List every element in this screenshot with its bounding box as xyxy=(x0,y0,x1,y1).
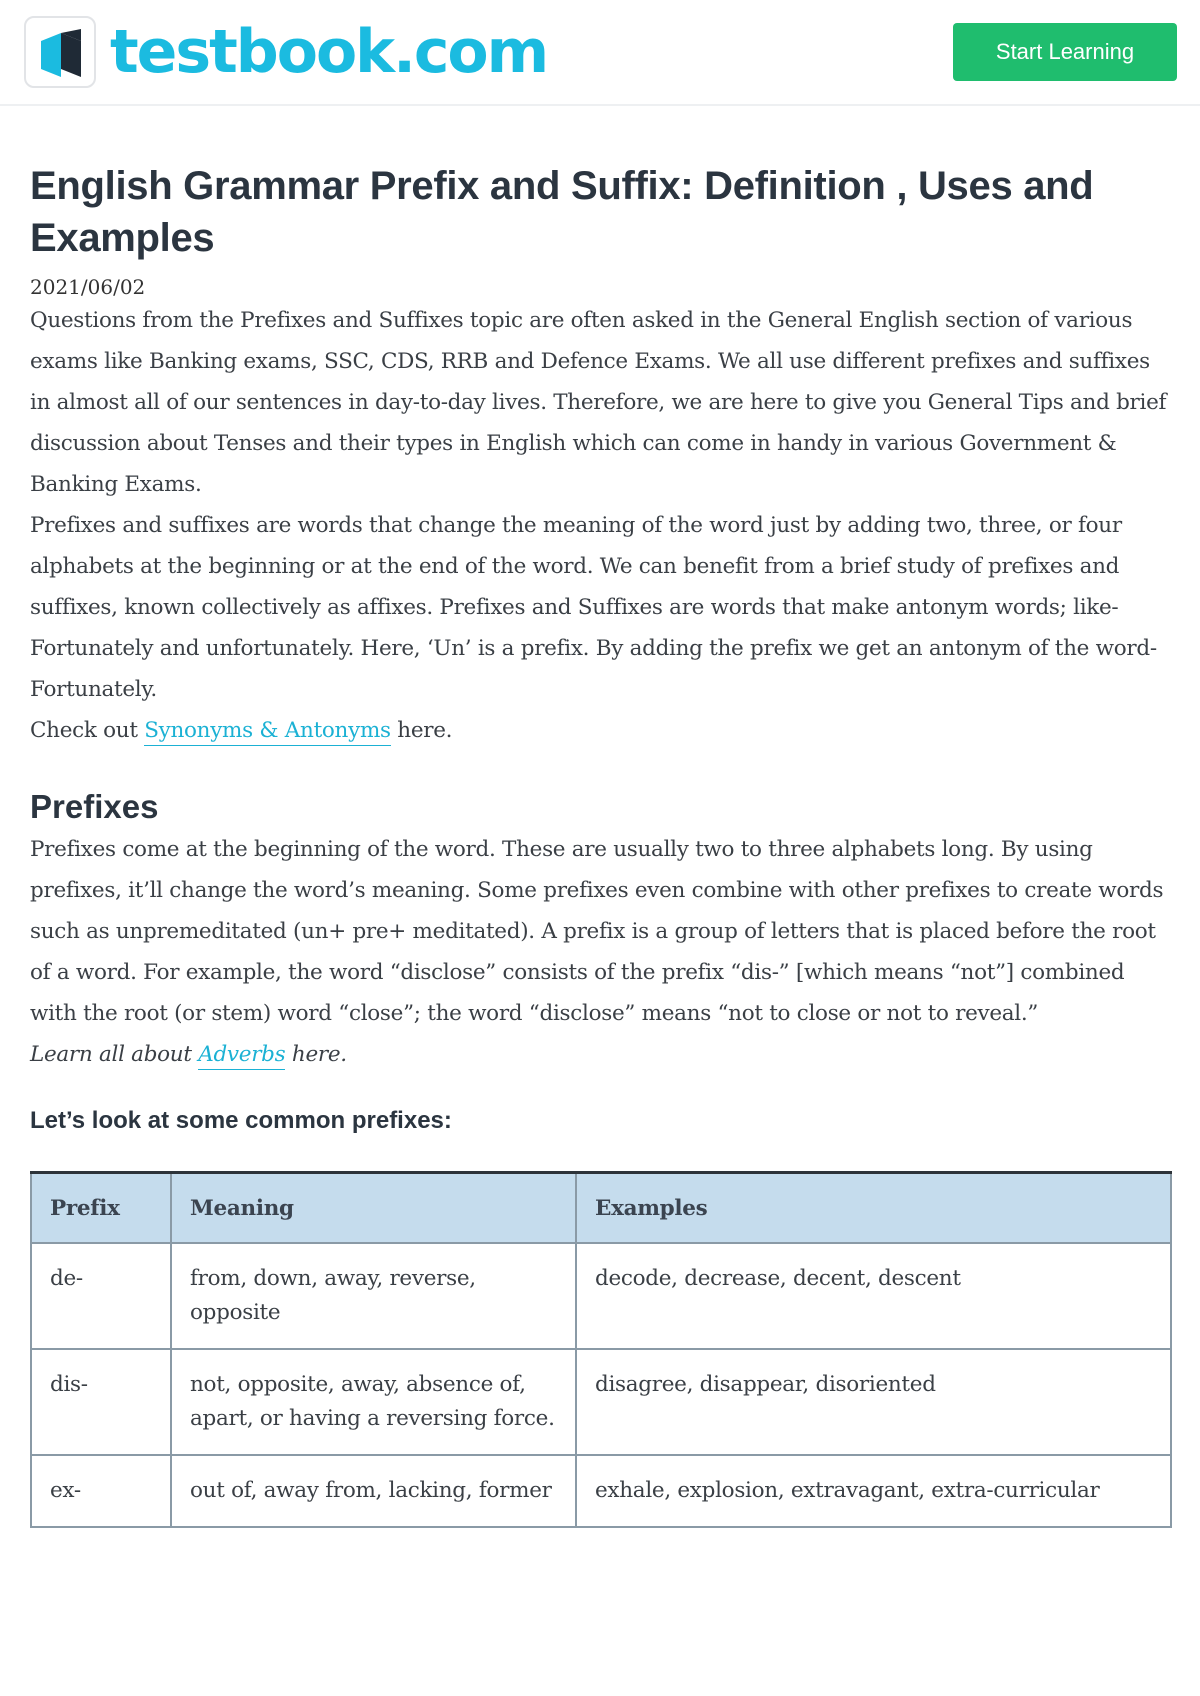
prefixes-paragraph: Prefixes come at the beginning of the word. These are usually two to three alphabets long. By using prefixes, it’ll change the word’s meaning. Some prefixes even combine with other prefixes to create words such as unpremeditated (un+ pre+ meditated). A prefix is a group of letters that is placed before the root of a word. For example, the word “disclose” consists of the prefix “dis-” [which means “not”] combined with the root (or stem) word “close”; the word “disclose” means “not to close or not to reveal.” xyxy=(30,837,1164,1026)
examples-cell: exhale, explosion, extravagant, extra-curricular xyxy=(576,1455,1171,1527)
site-header xyxy=(0,0,1200,106)
table-header-row xyxy=(31,1173,1171,1244)
column-header-examples: Examples xyxy=(576,1173,1171,1244)
prefix-cell: ex- xyxy=(31,1455,171,1527)
table-row xyxy=(31,1243,1171,1349)
column-header-meaning: Meaning xyxy=(171,1173,576,1244)
callout-text-before: Check out xyxy=(30,718,145,743)
prefix-cell: de- xyxy=(31,1243,171,1349)
callout-text-after: here. xyxy=(285,1042,347,1067)
logo-icon[interactable] xyxy=(24,16,96,88)
meaning-cell: not, opposite, away, absence of, apart, or having a reversing force. xyxy=(171,1349,576,1455)
publish-date: 2021/06/02 xyxy=(30,275,146,299)
prefix-cell: dis- xyxy=(31,1349,171,1455)
synonyms-callout xyxy=(30,710,1170,751)
common-prefixes-heading: Let’s look at some common prefixes: xyxy=(30,1107,452,1134)
intro-paragraph: Questions from the Prefixes and Suffixes topic are often asked in the General English section of various exams like Banking exams, SSC, CDS, RRB and Defence Exams. We all use different prefixes and suffixes in almost all of our sentences in day-to-day lives. Therefore, we are here to give you General Tips and brief discussion about Tenses and their types in English which can come in handy in various Government & Banking Exams. xyxy=(30,308,1167,497)
synonyms-antonyms-link[interactable]: Synonyms & Antonyms xyxy=(144,718,391,746)
callout-text-before: Learn all about xyxy=(30,1042,199,1067)
logo-text[interactable]: testbook.com xyxy=(110,17,548,87)
adverbs-link[interactable]: Adverbs xyxy=(198,1042,285,1070)
section-title-prefixes: Prefixes xyxy=(30,788,159,825)
examples-cell: disagree, disappear, disoriented xyxy=(576,1349,1171,1455)
meaning-cell: out of, away from, lacking, former xyxy=(171,1455,576,1527)
book-logo-icon xyxy=(37,27,85,79)
adverbs-callout xyxy=(30,1034,1170,1075)
prefix-table xyxy=(30,1171,1172,1528)
table-row xyxy=(31,1349,1171,1455)
article xyxy=(30,160,1170,1528)
meaning-cell: from, down, away, reverse, opposite xyxy=(171,1243,576,1349)
examples-cell: decode, decrease, decent, descent xyxy=(576,1243,1171,1349)
definition-paragraph: Prefixes and suffixes are words that change the meaning of the word just by adding two, three, or four alphabets at the beginning or at the end of the word. We can benefit from a brief study of prefixes and suffixes, known collectively as affixes. Prefixes and Suffixes are words that make antonym words; like- Fortunately and unfortunately. Here, ‘Un’ is a prefix. By adding the prefix we get an antonym of the word- Fortunately. xyxy=(30,513,1157,702)
page-title: English Grammar Prefix and Suffix: Definition , Uses and Examples xyxy=(30,164,1094,260)
column-header-prefix: Prefix xyxy=(31,1173,171,1244)
callout-text-after: here. xyxy=(390,718,453,743)
start-learning-button[interactable]: Start Learning xyxy=(953,23,1177,81)
table-row xyxy=(31,1455,1171,1527)
